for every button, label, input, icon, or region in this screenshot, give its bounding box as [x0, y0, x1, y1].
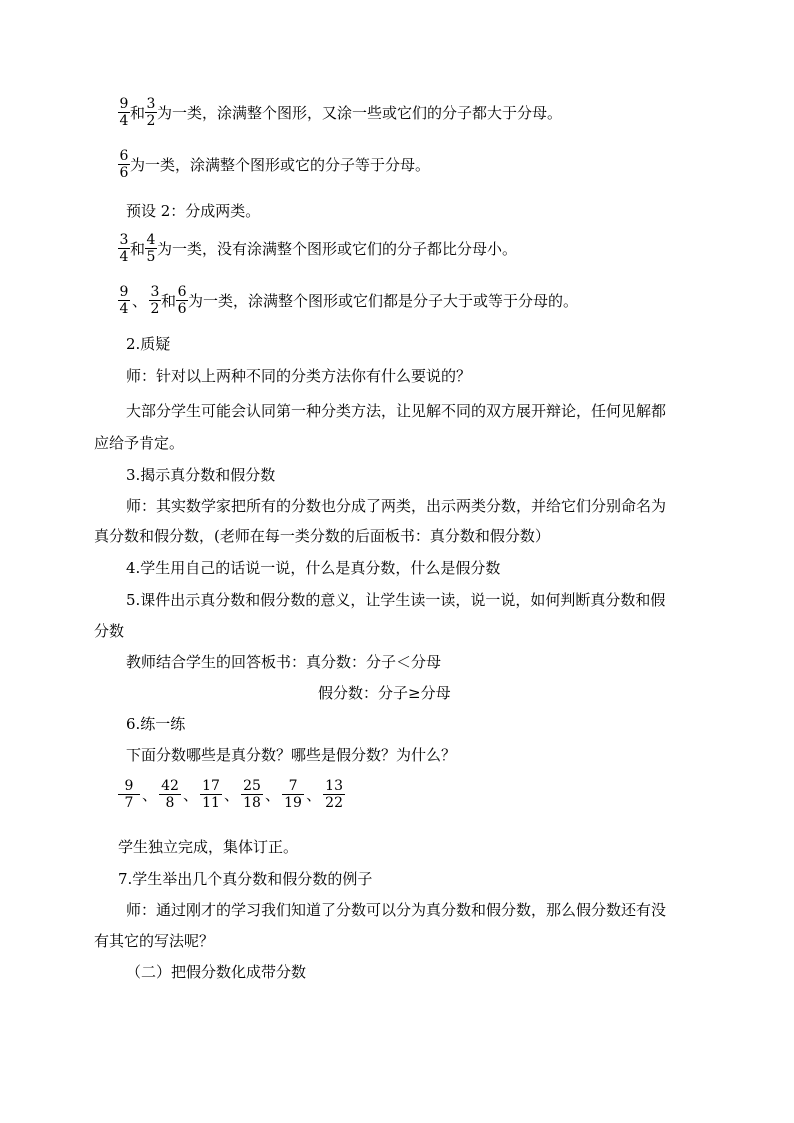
- fraction-9-4: [118, 96, 130, 129]
- numerator: 13: [323, 778, 345, 795]
- section-5-line-1: 5.课件出示真分数和假分数的意义，让学生读一读，说一说，如何判断真分数和假: [126, 591, 666, 609]
- denominator: 11: [202, 795, 220, 811]
- connector-and: 和: [161, 291, 177, 310]
- exercise-fraction: [282, 778, 304, 811]
- exercise-fraction: [159, 778, 181, 811]
- denominator: 22: [325, 795, 343, 811]
- denominator: 6: [119, 165, 129, 181]
- separator: 、: [183, 785, 199, 804]
- numerator: 3: [119, 232, 129, 248]
- section-7-line-2: 有其它的写法呢？: [94, 932, 215, 950]
- numerator: 25: [241, 778, 263, 795]
- numerator: 3: [146, 96, 156, 112]
- numerator: 9: [118, 778, 140, 795]
- numerator: 6: [119, 148, 129, 164]
- section-6-question: 下面分数哪些是真分数？哪些是假分数？为什么？: [126, 746, 457, 764]
- numerator: 6: [177, 284, 187, 300]
- numerator: 42: [159, 778, 181, 795]
- denominator: 5: [146, 249, 156, 265]
- section-2-question: 师：针对以上两种不同的分类方法你有什么要说的？: [126, 367, 472, 385]
- fraction-3-2: [149, 284, 161, 317]
- fraction-3-4: [118, 232, 130, 265]
- section-7-line-1: 师：通过刚才的学习我们知道了分数可以分为真分数和假分数，那么假分数还有没: [126, 901, 667, 919]
- denominator: 2: [150, 301, 160, 317]
- section-7-title: 7.学生举出几个真分数和假分数的例子: [118, 870, 373, 888]
- section-2-paragraph-line-2: 应给予肯定。: [94, 434, 185, 452]
- denominator: 6: [177, 301, 187, 317]
- denominator: 4: [119, 301, 129, 317]
- denominator: 4: [119, 113, 129, 129]
- separator: 、: [265, 785, 281, 804]
- section-2-title: 2.质疑: [126, 335, 171, 353]
- separator: 、: [306, 785, 322, 804]
- numerator: 17: [200, 778, 222, 795]
- group-line-3: [118, 232, 517, 265]
- separator: 、: [224, 785, 240, 804]
- section-6-after: 学生独立完成，集体订正。: [118, 838, 299, 856]
- exercise-fractions: [118, 778, 345, 811]
- fraction-6-6: [176, 284, 188, 317]
- denominator: 8: [165, 795, 175, 811]
- denominator: 4: [119, 249, 129, 265]
- part-2-title: （二）把假分数化成带分数: [126, 963, 307, 981]
- section-3-paragraph-line-1: 师：其实数学家把所有的分数也分成了两类，出示两类分数，并给它们分别命名为: [126, 497, 667, 515]
- denominator: 7: [124, 795, 134, 811]
- section-6-title: 6.练一练: [126, 715, 186, 733]
- group-description: 为一类，没有涂满整个图形或它们的分子都比分母小。: [157, 239, 518, 258]
- exercise-fraction: [323, 778, 345, 811]
- section-3-paragraph-line-2: 真分数和假分数，(老师在每一类分数的后面板书：真分数和假分数）: [94, 527, 550, 545]
- numerator: 3: [150, 284, 160, 300]
- exercise-fraction: [200, 778, 222, 811]
- denominator: 19: [284, 795, 302, 811]
- denominator: 18: [243, 795, 261, 811]
- group-description: 为一类，涂满整个图形或它们都是分子大于或等于分母的。: [188, 291, 579, 310]
- numerator: 9: [119, 96, 129, 112]
- section-3-title: 3.揭示真分数和假分数: [126, 466, 276, 484]
- section-4: 4.学生用自己的话说一说，什么是真分数，什么是假分数: [126, 559, 501, 577]
- board-writing-proper: 教师结合学生的回答板书：真分数：分子＜分母: [126, 653, 442, 671]
- board-writing-improper: 假分数：分子≥分母: [318, 684, 451, 702]
- separator: 、: [142, 785, 158, 804]
- preset-2: 预设 2：分成两类。: [126, 202, 261, 220]
- section-5-line-2: 分数: [94, 622, 125, 640]
- group-description: 为一类，涂满整个图形，又涂一些或它们的分子都大于分母。: [157, 103, 563, 122]
- fraction-3-2: [145, 96, 157, 129]
- numerator: 7: [282, 778, 304, 795]
- section-2-paragraph-line-1: 大部分学生可能会认同第一种分类方法，让见解不同的双方展开辩论，任何见解都: [126, 402, 667, 420]
- group-line-4: [118, 284, 578, 317]
- fraction-9-4: [118, 284, 130, 317]
- group-line-1: [118, 96, 562, 129]
- denominator: 2: [146, 113, 156, 129]
- fraction-4-5: [145, 232, 157, 265]
- group-description: 为一类，涂满整个图形或它的分子等于分母。: [130, 155, 431, 174]
- numerator: 9: [119, 284, 129, 300]
- exercise-fraction: [241, 778, 263, 811]
- connector-and: 和: [130, 103, 146, 122]
- numerator: 4: [146, 232, 156, 248]
- group-line-2: [118, 148, 430, 181]
- fraction-6-6: [118, 148, 130, 181]
- connector-and: 和: [130, 239, 146, 258]
- separator: 、: [132, 291, 148, 310]
- exercise-fraction: [118, 778, 140, 811]
